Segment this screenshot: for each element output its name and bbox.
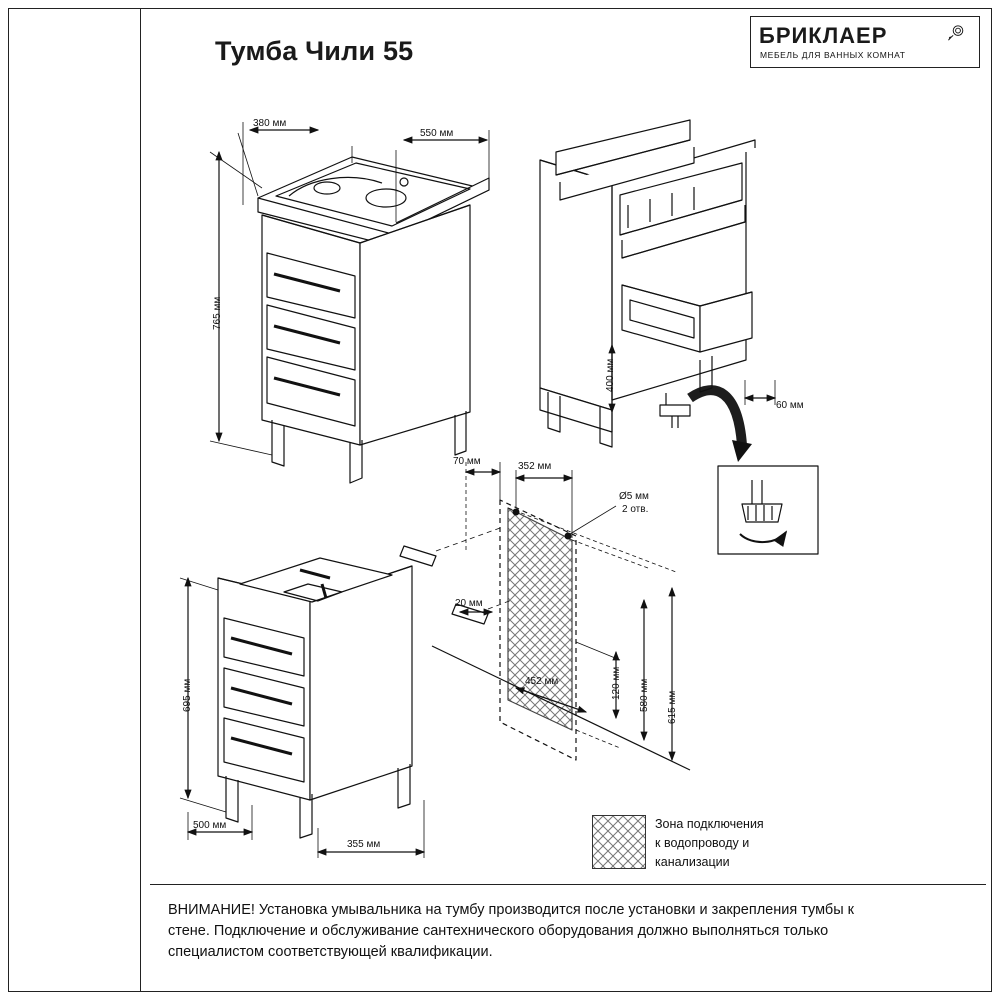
hatch-pattern-icon <box>593 816 645 868</box>
dim-height-615: 615 мм <box>667 690 678 724</box>
dim-cabinet-height: 695 мм <box>182 678 193 712</box>
dim-hole-count: 2 отв. <box>622 504 649 515</box>
legend-hatch-swatch <box>592 815 646 869</box>
dim-cabinet-width: 355 мм <box>347 839 381 850</box>
legend-text <box>655 815 764 871</box>
notice-divider <box>150 884 986 885</box>
dim-top-width: 550 мм <box>420 128 454 139</box>
brand-tagline: МЕБЕЛЬ ДЛЯ ВАННЫХ КОМНАТ <box>760 50 906 60</box>
page-title: Тумба Чили 55 <box>215 36 414 66</box>
legend-line-2: к водопроводу и <box>655 835 750 850</box>
dim-drawer-depth-open: 400 мм <box>605 358 616 392</box>
dim-top-depth: 380 мм <box>253 118 287 129</box>
dim-zone-height: 120 мм <box>611 666 622 700</box>
dim-hole-diameter: Ø5 мм <box>619 491 649 502</box>
dim-zone-width: 452 мм <box>525 676 559 687</box>
notice-text: ВНИМАНИЕ! Установка умывальника на тумбу производится после установки и закрепления тумбы к стене. Подключение и обслуживание сантехнического оборудования должно выполняться только специалистом соответствующей квалификации. <box>168 902 855 961</box>
dim-wall-zone-width: 352 мм <box>518 461 552 472</box>
dim-height-with-sink: 765 мм <box>212 296 223 330</box>
dim-foot-offset: 60 мм <box>776 400 804 411</box>
legend-line-1: Зона подключения <box>655 817 764 831</box>
brand-name: БРИКЛАЕР <box>759 23 888 48</box>
legend-line-3: канализации <box>655 854 730 869</box>
dim-cabinet-depth: 500 мм <box>193 820 227 831</box>
dim-bracket-offset: 20 мм <box>455 598 483 609</box>
dim-height-580: 580 мм <box>639 678 650 712</box>
dim-wall-offset-left: 70 мм <box>453 456 481 467</box>
